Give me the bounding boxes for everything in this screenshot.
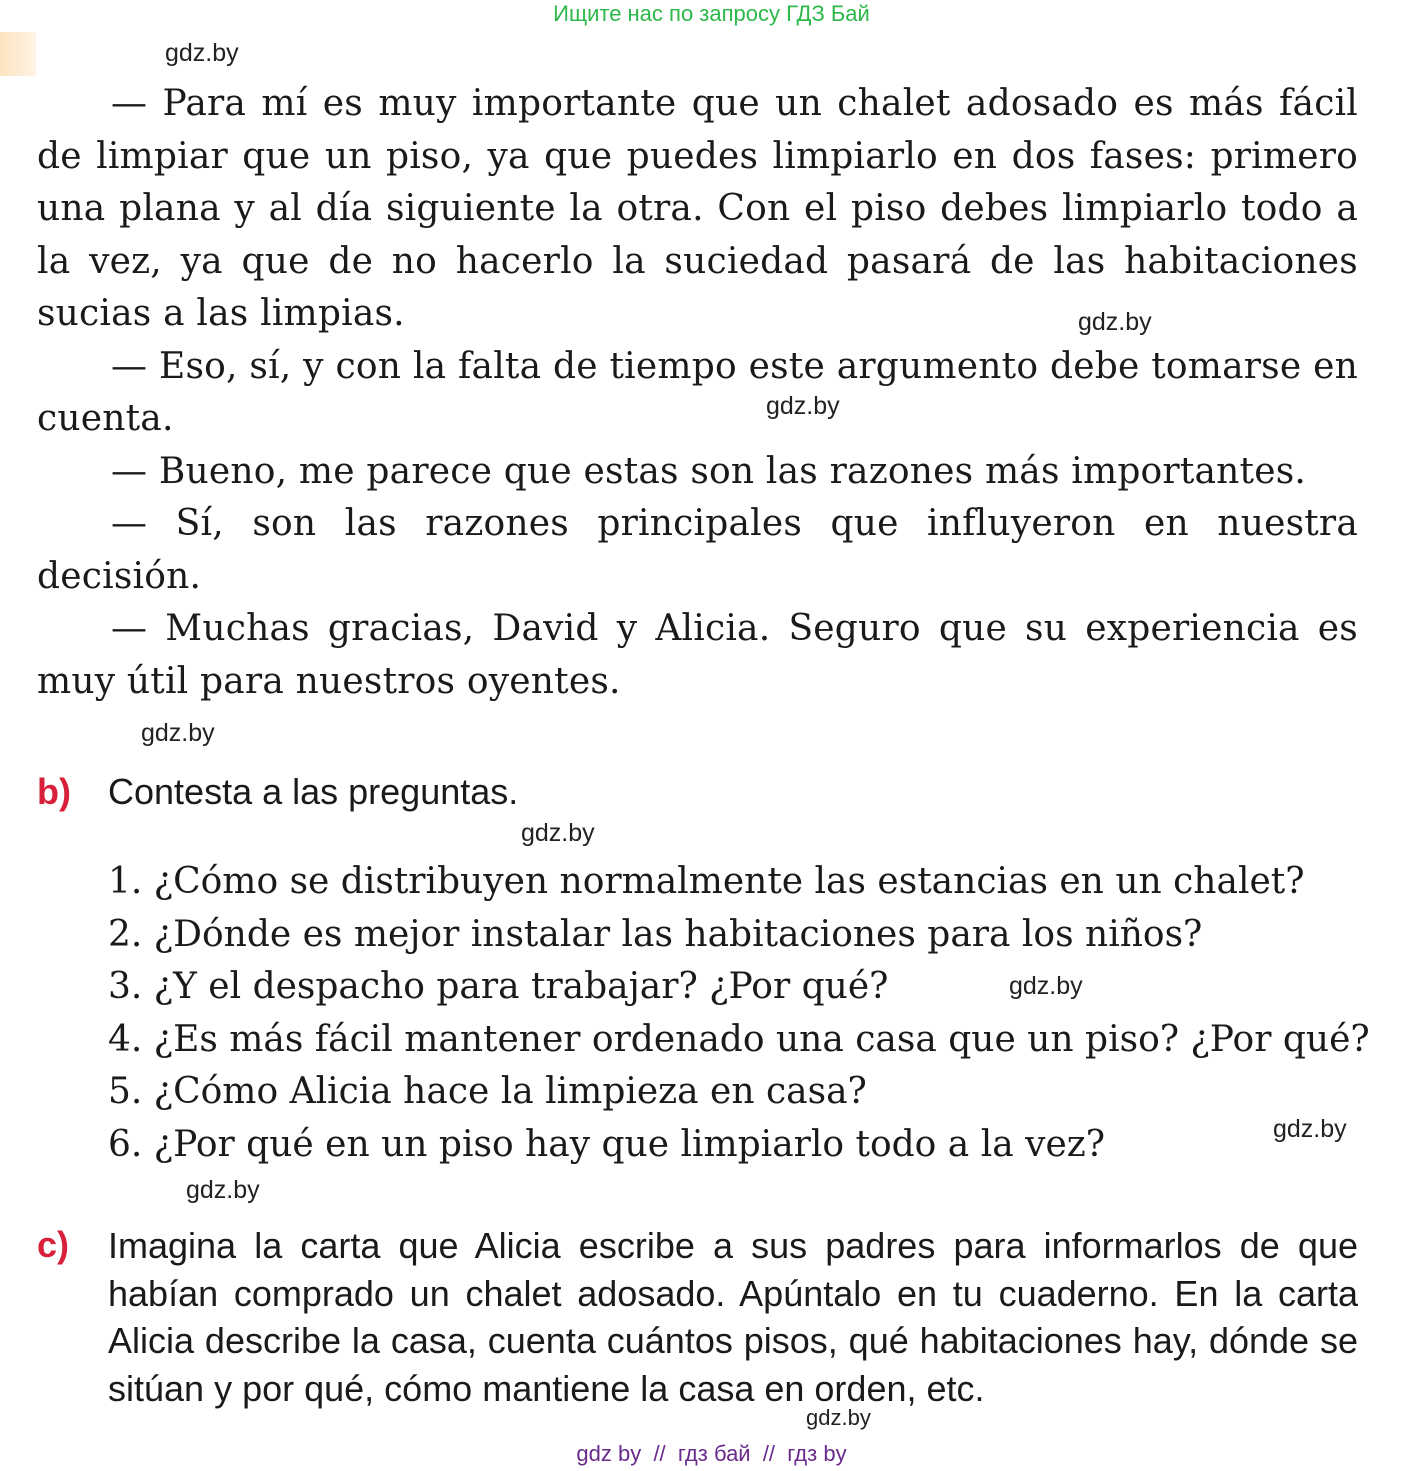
top-banner: Ищите нас по запросу ГДЗ Бай <box>553 1 870 26</box>
section-c-label: c) <box>37 1224 70 1265</box>
watermark: gdz.by <box>186 1176 260 1204</box>
watermark: gdz.by <box>1009 972 1083 1000</box>
watermark: gdz.by <box>1273 1115 1347 1143</box>
dialogue-paragraph-5: — Muchas gracias, David y Alicia. Seguro que su experiencia es muy útil para nuestros oyentes. <box>37 608 1358 702</box>
question-item-4: 4. ¿Es más fácil mantener ordenado una casa que un piso? ¿Por qué? <box>108 1018 1370 1060</box>
footer-links: gdz by // гдз бай // гдз by <box>576 1441 847 1466</box>
dialogue-paragraph-1: — Para mí es muy importante que un chalet adosado es más fácil de limpiar que un piso, ya que puedes limpiarlo en dos fases: primero una plana y al día siguiente la otra. Con el piso debes limpiarlo todo a la vez, ya que de no hacerlo la suciedad pasará de las habitaciones sucias a las limpias. <box>37 83 1358 334</box>
page-corner-mark <box>0 32 36 76</box>
dialogue-paragraph-3: — Bueno, me parece que estas son las razones más importantes. <box>111 450 1307 492</box>
question-item-2: 2. ¿Dónde es mejor instalar las habitaciones para los niños? <box>108 913 1203 955</box>
watermark: gdz.by <box>141 719 215 747</box>
dialogue-paragraph-4: — Sí, son las razones principales que influyeron en nuestra decisión. <box>37 503 1358 597</box>
question-item-3: 3. ¿Y el despacho para trabajar? ¿Por qué? <box>108 966 889 1007</box>
section-c-text: Imagina la carta que Alicia escribe a sus padres para informarlos de que habían comprado un chalet adosado. Apúntalo en tu cuaderno. En la carta Alicia describe la casa, cuenta cuántos pisos, qué habitaciones hay, dónde se sitúan y por qué, cómo mantiene la casa en orden, etc. <box>108 1225 1358 1409</box>
dialogue-text <box>37 78 1358 708</box>
watermark: gdz.by <box>1078 308 1152 336</box>
watermark: gdz.by <box>165 39 239 67</box>
question-item-6: 6. ¿Por qué en un piso hay que limpiarlo todo a la vez? <box>108 1123 1106 1165</box>
watermark: gdz.by <box>521 819 595 847</box>
question-list <box>108 856 1368 1171</box>
dialogue-paragraph-2: — Eso, sí, y con la falta de tiempo este argumento debe tomarse en cuenta. <box>37 345 1358 439</box>
question-item-5: 5. ¿Cómo Alicia hace la limpieza en casa? <box>108 1071 867 1112</box>
section-b-label: b) <box>37 771 71 812</box>
question-item-1: 1. ¿Cómo se distribuyen normalmente las estancias en un chalet? <box>108 861 1305 902</box>
section-b-title: Contesta a las preguntas. <box>108 771 519 812</box>
watermark: gdz.by <box>806 1405 871 1430</box>
watermark: gdz.by <box>766 392 840 420</box>
